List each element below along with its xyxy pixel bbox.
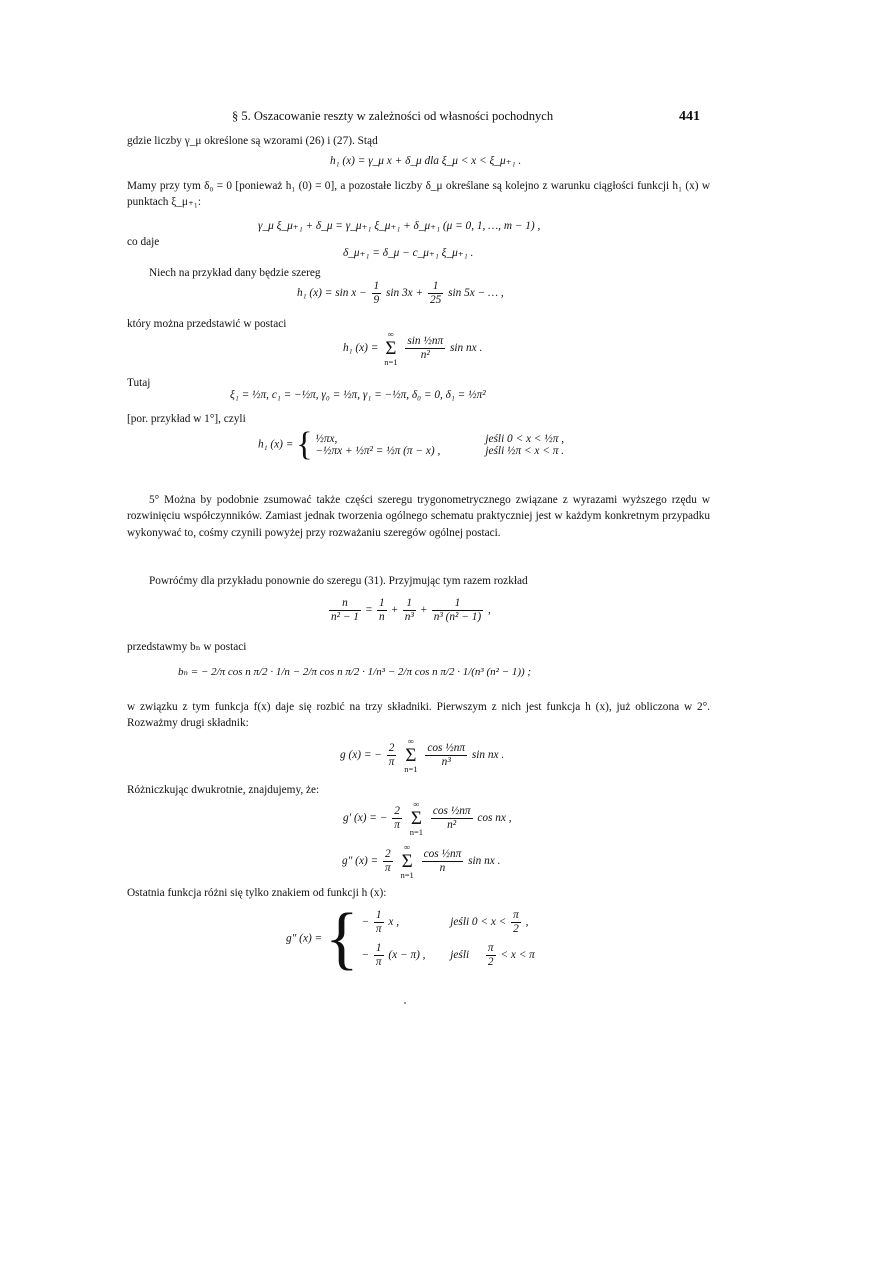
- eq-part: x ,: [388, 916, 400, 929]
- fraction: [329, 597, 361, 624]
- fraction: [374, 942, 384, 969]
- sum-symbol: [384, 330, 397, 367]
- denominator: 9: [373, 294, 380, 306]
- fraction: [392, 805, 402, 832]
- numerator: sin ½nπ: [407, 335, 444, 347]
- equation: ξ₁ = ½π, c₁ = −½π, γ₀ = ½π, γ₁ = −½π, δ₀ = 0, δ₁ = ½π²: [230, 389, 486, 401]
- denominator: 2: [513, 923, 519, 935]
- case-condition: jeśli ½π < x < π .: [485, 445, 565, 457]
- denominator: n³: [441, 756, 451, 768]
- numerator: 1: [374, 942, 384, 956]
- sum-lower: n=1: [400, 870, 414, 880]
- sigma-icon: Σ: [401, 851, 413, 872]
- sum-upper: ∞: [407, 736, 414, 746]
- cases: [361, 909, 534, 969]
- fraction: [432, 597, 483, 624]
- sum-lower: n=1: [384, 357, 398, 367]
- numerator: cos ½nπ: [423, 848, 462, 860]
- eq-part: cos nx ,: [477, 812, 512, 825]
- fraction: [425, 742, 467, 769]
- fraction: [374, 909, 384, 936]
- sum-upper: ∞: [404, 842, 411, 852]
- sum-symbol: [401, 843, 414, 880]
- fraction: [428, 280, 443, 307]
- paragraph: przedstawmy bₙ w postaci: [127, 641, 247, 653]
- eq-part: h₁ (x) = sin x −: [297, 287, 367, 300]
- numerator: 1: [373, 280, 380, 292]
- eq-part: g (x) = −: [340, 749, 382, 762]
- equation: δ_μ₊₁ = δ_μ − c_μ₊₁ ξ_μ₊₁ .: [343, 247, 474, 259]
- denominator: n: [439, 862, 446, 874]
- paragraph: Tutaj: [127, 377, 151, 389]
- case-row: [315, 433, 564, 445]
- case-expr: −½πx + ½π² = ½π (π − x) ,: [315, 445, 441, 457]
- eq-part: h₁ (x) =: [258, 438, 294, 451]
- fraction: [431, 805, 473, 832]
- numerator: 1: [379, 597, 385, 609]
- sum-lower: n=1: [404, 764, 418, 774]
- eq-part: bₙ = −: [178, 666, 209, 678]
- denominator: 2: [487, 956, 494, 968]
- sum-symbol: [410, 800, 423, 837]
- running-header: § 5. Oszacowanie reszty w zależności od własności pochodnych: [232, 109, 554, 123]
- paragraph: [por. przykład w 1°], czyli: [127, 413, 246, 425]
- denominator: n: [379, 611, 385, 623]
- paragraph: gdzie liczby γ_μ określone są wzorami (26) i (27). Stąd: [127, 135, 378, 147]
- eq-part: g″ (x) =: [342, 855, 379, 868]
- fraction: [511, 909, 521, 936]
- denominator: n³: [404, 611, 414, 623]
- fraction: [405, 335, 445, 362]
- equation: γ_μ ξ_μ₊₁ + δ_μ = γ_μ₊₁ ξ_μ₊₁ + δ_μ₊₁ (μ = 0, 1, …, m − 1) ,: [258, 220, 541, 232]
- numerator: 1: [374, 909, 384, 923]
- denominator: π: [385, 862, 391, 874]
- numerator: 1: [428, 280, 443, 294]
- denominator: n³ (n² − 1): [433, 611, 482, 623]
- eq-part: sin 3x +: [386, 287, 424, 300]
- case-condition: [450, 942, 535, 968]
- sum-lower: n=1: [409, 827, 424, 837]
- eq-part: −: [361, 916, 370, 929]
- denominator: n²: [420, 349, 430, 361]
- eq-part: ,: [525, 916, 529, 929]
- paragraph: Ostatnia funkcja różni się tylko znakiem od funkcji h (x):: [127, 887, 387, 899]
- denominator: π: [375, 923, 382, 935]
- paragraph: który można przedstawić w postaci: [127, 318, 287, 330]
- sigma-icon: Σ: [405, 745, 417, 766]
- paragraph: Różniczkując dwukrotnie, znajdujemy, że:: [127, 784, 320, 796]
- eq-part: (x − π) ,: [388, 949, 426, 962]
- case-row: [361, 909, 534, 936]
- cases: [315, 433, 564, 457]
- eq-part: −: [361, 949, 370, 962]
- brace-icon: {: [325, 900, 359, 977]
- eq-part: jeśli: [450, 949, 470, 962]
- equation-cases: [258, 426, 564, 464]
- equation: [178, 665, 531, 678]
- numerator: 2: [392, 805, 402, 819]
- eq-part: < x < π: [500, 949, 535, 962]
- denominator: 25: [429, 294, 442, 306]
- case-expr: [361, 942, 447, 969]
- case-row: [361, 942, 534, 969]
- equation: h₁ (x) = γ_μ x + δ_μ dla ξ_μ < x < ξ_μ₊₁ .: [330, 155, 522, 167]
- paragraph: Powróćmy dla przykładu ponownie do szeregu (31). Przyjmując tym razem rozkład: [149, 575, 528, 587]
- fraction: [422, 848, 464, 875]
- equation: [297, 280, 504, 307]
- sum-upper: ∞: [413, 799, 420, 809]
- page-number: 441: [679, 109, 700, 124]
- eq-part: h₁ (x) =: [343, 342, 379, 355]
- denominator: n² − 1: [331, 611, 359, 623]
- numerator: π: [513, 909, 519, 921]
- numerator: π: [487, 942, 494, 954]
- numerator: cos ½nπ: [427, 742, 466, 754]
- eq-part: sin nx .: [449, 342, 483, 355]
- fraction: [486, 942, 496, 969]
- numerator: n: [329, 597, 361, 611]
- brace-icon: {: [296, 426, 313, 463]
- sigma-icon: Σ: [385, 338, 397, 359]
- case-row: [315, 445, 564, 457]
- fraction: [377, 597, 387, 624]
- eq-part: sin 5x − … ,: [448, 287, 504, 300]
- equation: [340, 737, 504, 774]
- eq-part: jeśli 0 < x <: [450, 916, 507, 929]
- eq-part: g′ (x) = −: [343, 812, 388, 825]
- sigma-icon: Σ: [410, 808, 422, 829]
- equation: [342, 843, 500, 880]
- denominator: π: [388, 756, 395, 768]
- paragraph: Niech na przykład dany będzie szereg: [149, 267, 321, 279]
- fraction: [387, 742, 397, 769]
- sum-upper: ∞: [387, 329, 394, 339]
- numerator: cos ½nπ: [432, 805, 471, 817]
- case-expr: [361, 909, 447, 936]
- numerator: 1: [403, 597, 416, 611]
- denominator: π: [375, 956, 382, 968]
- fraction: [383, 848, 393, 875]
- denominator: n²: [447, 819, 457, 831]
- fraction: [403, 597, 416, 624]
- paragraph: Mamy przy tym δ₀ = 0 [ponieważ h₁ (0) = 0], a pozostałe liczby δ_μ określane są kolejno z warunku ciągłości funkcji h₁ (x) w punktach ξ_μ₊₁:: [127, 180, 710, 209]
- print-speck: [404, 1002, 406, 1004]
- paragraph: co daje: [127, 236, 160, 248]
- equation: [343, 330, 482, 367]
- eq-part: sin nx .: [471, 749, 505, 762]
- numerator: 2: [383, 848, 393, 862]
- equation: $\frac{n}{\text{n² − 1}}$ = $\frac{1}{n}$ + $\frac{1}{\text{n³}}$ + $\frac{1}{\text{n³ (n² − 1)}}$ ,: [331, 597, 491, 623]
- eq-part: sin nx .: [468, 855, 501, 868]
- equation-cases: [286, 900, 535, 977]
- eq-part: 2/π cos n π/2 · 1/n − 2/π cos n π/2 · 1/n³ − 2/π cos n π/2 · 1/(n³ (n² − 1)) ;: [211, 666, 532, 678]
- eq-part: g″ (x) =: [286, 932, 323, 945]
- denominator: π: [394, 819, 400, 831]
- fraction: [372, 280, 382, 307]
- paragraph: 5° Można by podobnie zsumować także części szeregu trygonometrycznego związane z wyrazami wyższego rzędu w rozwinięciu współczynników. Zamiast jednak tworzenia ogólnego schematu praktyczniej jest w każdym konkretnym przypadku wykonywać to, cośmy czynili powyżej przy rozważaniu szeregów ogólnej postaci.: [127, 494, 710, 539]
- paragraph: w związku z tym funkcja f(x) daje się rozbić na trzy składniki. Pierwszym z nich jest funkcja h (x), już obliczona w 2°. Rozważmy drugi składnik:: [127, 701, 710, 730]
- case-condition: jeśli 0 < x < ½π ,: [485, 433, 565, 445]
- equation: [343, 800, 512, 837]
- case-expr: ½πx,: [315, 433, 338, 445]
- case-condition: [450, 909, 529, 935]
- numerator: 2: [387, 742, 397, 756]
- numerator: 1: [432, 597, 483, 611]
- sum-symbol: [404, 737, 417, 774]
